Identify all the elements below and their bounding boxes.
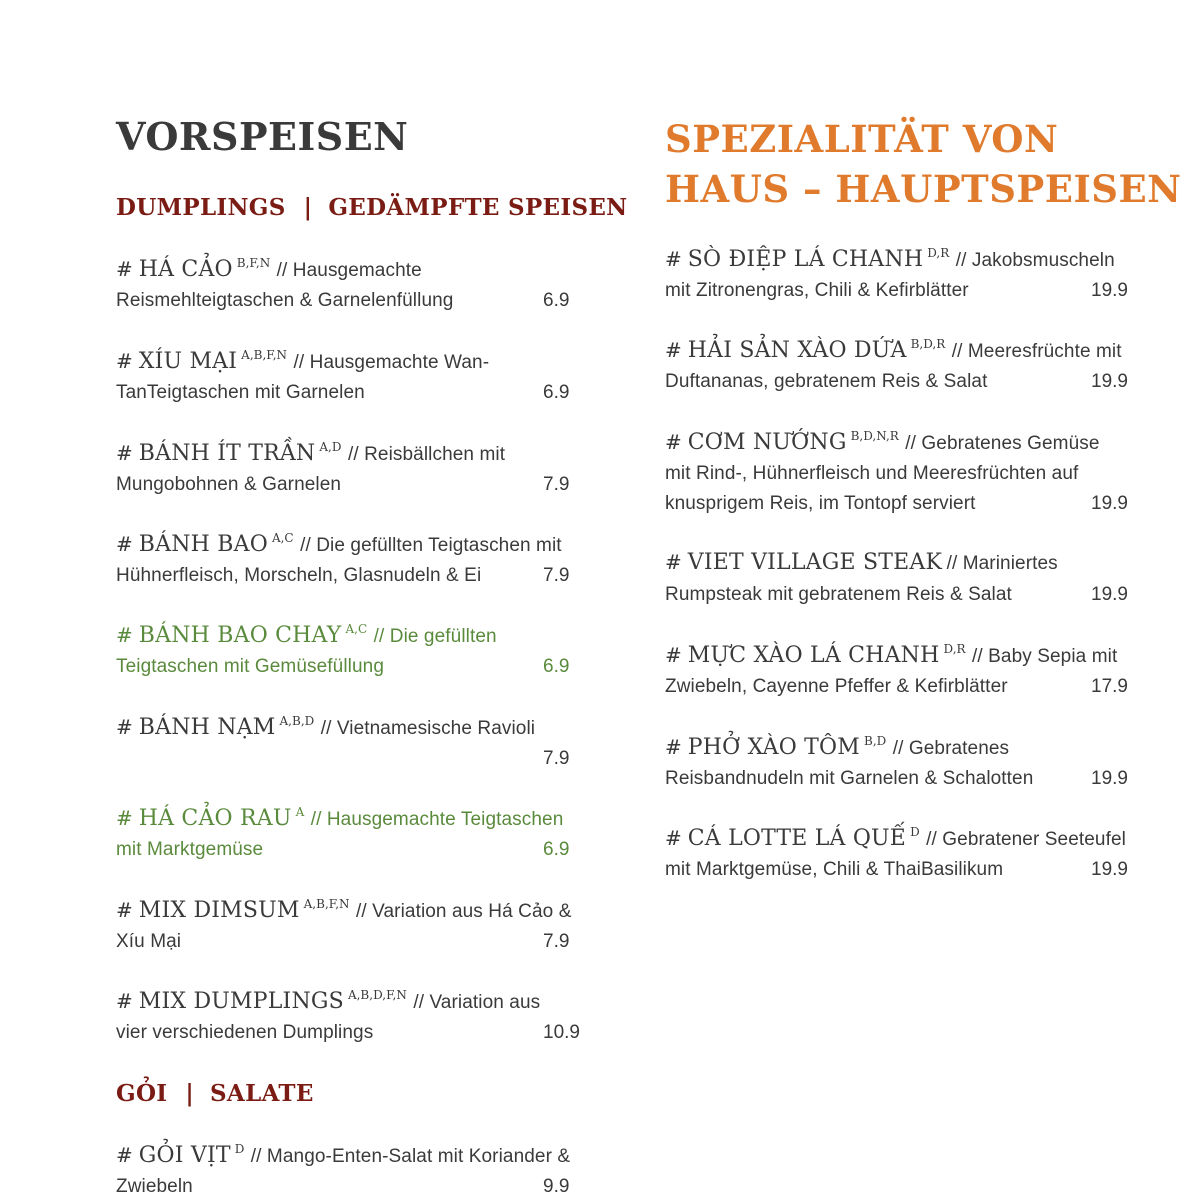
item-name: BÁNH ÍT TRẦN [138, 441, 316, 466]
item-hash: # [116, 715, 133, 739]
menu-item-so-diep-la-chanh [665, 246, 1140, 316]
item-description-line2: Xíu Mại [116, 931, 182, 952]
item-allergens: B,D,N,R [850, 429, 899, 443]
item-description: // Gebratenes [892, 738, 1010, 759]
item-price: 6.9 [543, 656, 570, 677]
item-name: PHỞ XÀO TÔM [687, 735, 861, 760]
item-allergens: D,R [943, 642, 966, 656]
item-description-line2: Zwiebeln, Cayenne Pfeffer & Kefirblätter [665, 676, 1008, 697]
menu-item-banh-bao-chay [116, 622, 596, 692]
item-hash: # [665, 430, 682, 454]
title-line-1: SPEZIALITÄT VON [665, 117, 1059, 161]
item-allergens: D [234, 1142, 245, 1156]
item-allergens: A,D [319, 440, 342, 454]
item-hash: # [116, 989, 133, 1013]
item-description-line2: Rumpsteak mit gebratenem Reis & Salat [665, 584, 1012, 605]
item-hash: # [116, 623, 133, 647]
item-hash: # [116, 898, 133, 922]
item-hash: # [116, 806, 133, 830]
item-price: 7.9 [543, 748, 570, 769]
item-allergens: A [295, 805, 305, 819]
item-description-line2: TanTeigtaschen mit Garnelen [116, 382, 365, 403]
item-price: 7.9 [543, 931, 570, 952]
item-name: SÒ ĐIỆP LÁ CHANH [687, 247, 924, 272]
item-description-line2: Reismehlteigtaschen & Garnelenfüllung [116, 290, 454, 311]
item-description: // Gebratenes Gemüse [905, 433, 1100, 454]
item-name: HÁ CẢO [138, 257, 233, 282]
item-price: 17.9 [1091, 676, 1128, 697]
item-allergens: A,C [345, 622, 368, 636]
item-price: 6.9 [543, 839, 570, 860]
section-heading-b: SALATE [210, 1080, 314, 1107]
item-hash: # [665, 550, 682, 574]
item-name: BÁNH BAO CHAY [138, 623, 342, 648]
menu-item-com-nuong [665, 429, 1140, 525]
item-description: // Vietnamesische Ravioli [320, 718, 536, 739]
item-description: // Mango-Enten-Salat mit Koriander & [250, 1146, 571, 1167]
page-title-spezialitaet [665, 114, 1182, 214]
item-description-line2: mit Rind-, Hühnerfleisch und Meeresfrüchten auf [665, 463, 1079, 484]
menu-item-viet-village-steak [665, 550, 1140, 620]
item-allergens: A,B,F,N [303, 897, 350, 911]
section-separator: | [185, 1080, 195, 1107]
item-description-line3: knusprigem Reis, im Tontopf serviert [665, 493, 976, 514]
item-allergens: D [910, 825, 920, 839]
item-hash: # [665, 338, 682, 362]
item-name: XÍU MẠI [138, 349, 238, 374]
item-hash: # [665, 735, 682, 759]
item-description: // Baby Sepia mit [972, 646, 1118, 667]
item-description: // Hausgemachte [276, 260, 422, 281]
menu-item-banh-it-tran [116, 440, 596, 510]
item-description-line2: Mungobohnen & Garnelen [116, 474, 342, 495]
item-price: 19.9 [1091, 584, 1128, 605]
menu-item-mix-dimsum [116, 897, 596, 967]
item-hash: # [116, 349, 133, 373]
item-hash: # [116, 257, 133, 281]
item-hash: # [116, 1143, 133, 1167]
item-description: // Variation aus [413, 992, 541, 1013]
item-description-line2: Reisbandnudeln mit Garnelen & Schalotten [665, 768, 1034, 789]
item-allergens: A,C [271, 531, 294, 545]
item-name: CƠM NƯỚNG [687, 430, 847, 455]
item-description-line2: vier verschiedenen Dumplings [116, 1022, 374, 1043]
item-price: 7.9 [543, 474, 570, 495]
menu-item-ha-cao [116, 256, 596, 326]
section-heading-b: GEDÄMPFTE SPEISEN [328, 194, 628, 221]
item-description: // Die gefüllten [373, 626, 497, 647]
item-price: 9.9 [543, 1176, 570, 1197]
item-description-line2: mit Marktgemüse [116, 839, 264, 860]
item-price: 6.9 [543, 290, 570, 311]
section-separator: | [303, 194, 313, 221]
item-description-line2: Zwiebeln [116, 1176, 193, 1197]
item-hash: # [116, 441, 133, 465]
item-allergens: A,B,D [279, 714, 315, 728]
item-description: // Jakobsmuscheln [955, 250, 1115, 271]
item-name: MỰC XÀO LÁ CHANH [687, 643, 940, 668]
title-line-2: HAUS – HAUPTSPEISEN [665, 167, 1182, 211]
item-name: MIX DIMSUM [138, 898, 300, 923]
item-description-line2: Duftananas, gebratenem Reis & Salat [665, 371, 988, 392]
item-allergens: B,F,N [236, 256, 271, 270]
item-name: HẢI SẢN XÀO DỨA [687, 338, 907, 363]
item-hash: # [665, 643, 682, 667]
item-hash: # [665, 826, 682, 850]
item-allergens: A,B,F,N [241, 348, 288, 362]
item-description-line2: mit Zitronengras, Chili & Kefirblätter [665, 280, 969, 301]
item-name: GỎI VỊT [138, 1143, 231, 1168]
item-price: 19.9 [1091, 493, 1128, 514]
item-hash: # [116, 532, 133, 556]
menu-item-pho-xao-tom [665, 734, 1140, 804]
item-price: 7.9 [543, 565, 570, 586]
item-description: // Meeresfrüchte mit [951, 341, 1122, 362]
item-description: // Gebratener Seeteufel [926, 829, 1126, 850]
item-description-line2: mit Marktgemüse, Chili & ThaiBasilikum [665, 859, 1004, 880]
menu-item-banh-bao [116, 531, 596, 601]
section-heading-a: GỎI [116, 1080, 168, 1107]
item-price: 19.9 [1091, 768, 1128, 789]
menu-item-mix-dumplings [116, 988, 596, 1058]
item-name: BÁNH NẠM [138, 715, 276, 740]
item-description: // Hausgemachte Teigtaschen [310, 809, 564, 830]
menu-item-xiu-mai [116, 348, 596, 418]
menu-item-muc-xao-la-chanh [665, 642, 1140, 712]
item-name: BÁNH BAO [138, 532, 268, 557]
item-allergens: D,R [927, 246, 950, 260]
item-price: 19.9 [1091, 371, 1128, 392]
item-description: // Die gefüllten Teigtaschen mit [300, 535, 562, 556]
item-description: // Variation aus Há Cảo & [355, 901, 572, 922]
menu-item-banh-nam [116, 714, 596, 784]
item-allergens: B,D [864, 734, 887, 748]
section-heading-dumplings [116, 194, 628, 221]
item-description: // Hausgemachte Wan- [293, 352, 490, 373]
item-description: // Mariniertes [946, 553, 1058, 574]
menu-item-ca-lotte-la-que [665, 825, 1140, 895]
item-allergens: A,B,D,F,N [347, 988, 407, 1002]
item-name: MIX DUMPLINGS [138, 989, 344, 1014]
item-price: 19.9 [1091, 280, 1128, 301]
page-title-vorspeisen: VORSPEISEN [116, 114, 409, 159]
item-name: HÁ CẢO RAU [138, 806, 292, 831]
menu-item-goi-vit [116, 1142, 596, 1200]
menu-item-ha-cao-rau [116, 805, 596, 875]
item-description: // Reisbällchen mit [347, 444, 506, 465]
item-name: VIET VILLAGE STEAK [687, 550, 943, 575]
item-price: 19.9 [1091, 859, 1128, 880]
item-allergens: B,D,R [910, 337, 946, 351]
section-heading-salate [116, 1080, 314, 1107]
item-description-line2: Hühnerfleisch, Morscheln, Glasnudeln & Ei [116, 565, 482, 586]
item-hash: # [665, 247, 682, 271]
item-name: CÁ LOTTE LÁ QUẾ [687, 826, 907, 851]
section-heading-a: DUMPLINGS [116, 194, 286, 221]
menu-item-hai-san-xao-dua [665, 337, 1140, 407]
item-price: 6.9 [543, 382, 570, 403]
item-price: 10.9 [543, 1022, 580, 1043]
item-description-line2: Teigtaschen mit Gemüsefüllung [116, 656, 384, 677]
